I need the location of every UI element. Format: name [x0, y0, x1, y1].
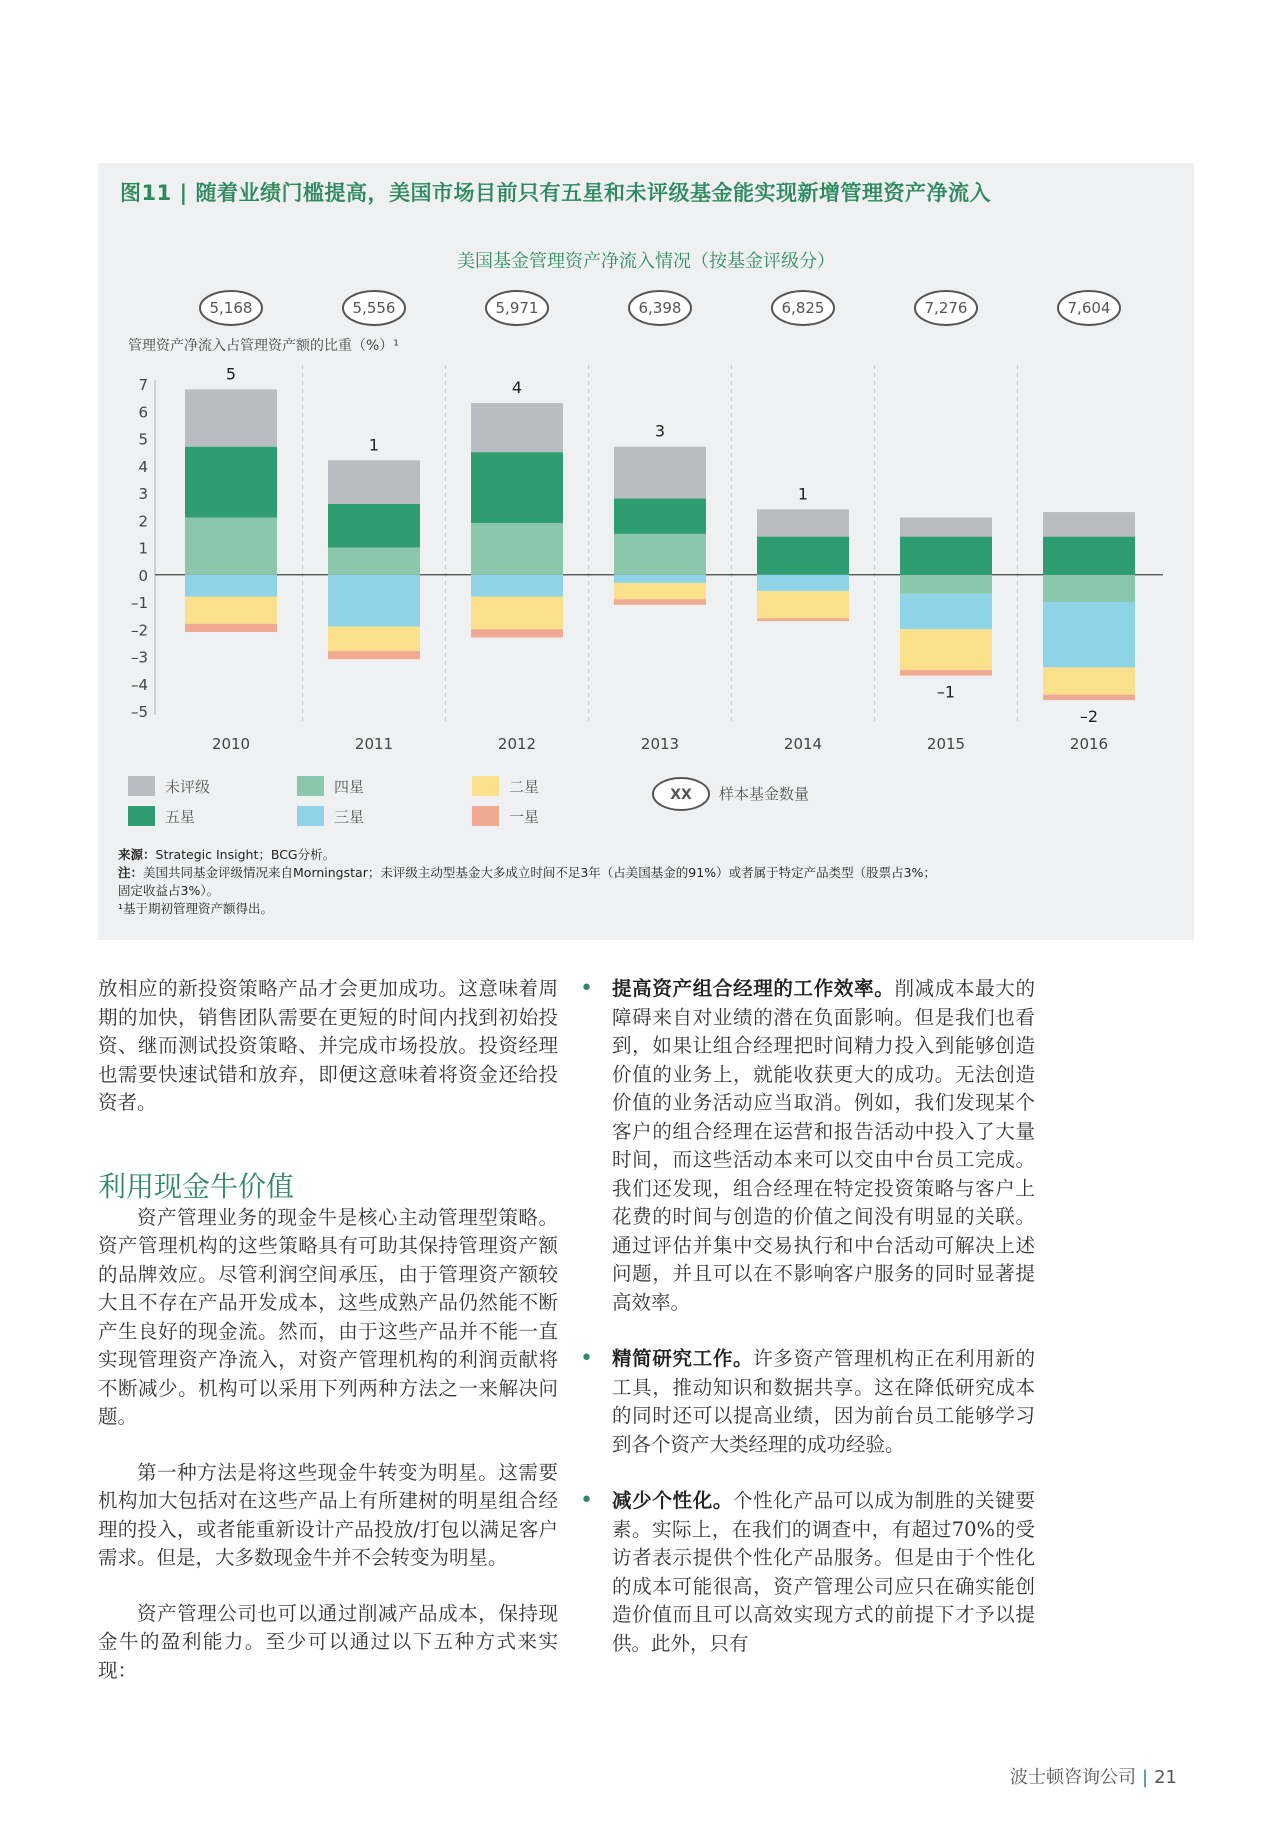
- legend-sample-symbol: XX: [670, 787, 692, 803]
- y-tick-label: 7: [138, 376, 148, 394]
- bar-two_star-2010: [185, 597, 277, 624]
- left-paragraph-2: 资产管理业务的现金牛是核心主动管理型策略。资产管理机构的这些策略具有可助其保持管理资产额的品牌效应。尽管利润空间承压，由于管理资产额较大且不存在产品开发成本，这些成熟产品仍然能不断产生良好的现金流。然而，由于这些产品并不能一直实现管理资产净流入，对资产管理机构的利润贡献将不断减少。机构可以采用下列两种方法之一来解决问题。: [98, 1205, 558, 1428]
- y-tick-label: 0: [138, 566, 148, 585]
- bar-two_star-2015: [900, 629, 992, 670]
- legend-label-unrated: 未评级: [165, 778, 211, 796]
- x-tick-label: 2011: [354, 735, 394, 753]
- bar-one_star-2011: [328, 651, 420, 659]
- y-tick-label: –3: [130, 648, 148, 667]
- bar-unrated-2016: [1043, 512, 1135, 537]
- footer-separator: |: [1142, 1767, 1149, 1788]
- sample-count-label: 6,825: [781, 299, 825, 317]
- bullet-3-text: 个性化产品可以成为制胜的关键要素。实际上，在我们的调查中，有超过70%的受访者表示提供个性化产品服务。但是由于个性化的成本可能很高，资产管理公司应只在确实能创造价值而且可以高效实现方式的前提下才予以提供。此外，只有: [612, 1489, 1035, 1655]
- x-tick-label: 2013: [640, 735, 680, 753]
- left-paragraph-4: 资产管理公司也可以通过削减产品成本，保持现金牛的盈利能力。至少可以通过以下五种方式来实现：: [98, 1601, 558, 1682]
- bullet-2-heading: 精简研究工作。: [612, 1347, 754, 1370]
- left-paragraph-3: 第一种方法是将这些现金牛转变为明星。这需要机构加大包括对在这些产品上有所建树的明星组合经理的投入，或者能重新设计产品投放/打包以满足客户需求。但是，大多数现金牛并不会转变为明星。: [98, 1460, 558, 1569]
- bar-one_star-2016: [1043, 695, 1135, 700]
- bar-three_star-2014: [757, 575, 849, 591]
- left-column: [98, 975, 558, 1685]
- page-footer: [1010, 1763, 1177, 1789]
- sample-count-label: 7,276: [924, 299, 968, 317]
- legend-swatch-one_star: [472, 806, 499, 826]
- y-tick-label: –4: [130, 675, 148, 694]
- legend-swatch-four_star: [297, 776, 324, 796]
- legend-label-one_star: 一星: [509, 808, 540, 826]
- bar-one_star-2015: [900, 670, 992, 675]
- legend-label-three_star: 三星: [334, 808, 365, 826]
- figure-notes: [118, 846, 1178, 918]
- section-heading: 利用现金牛价值: [98, 1169, 295, 1203]
- y-tick-label: 4: [138, 457, 148, 476]
- total-label-2016: –2: [1079, 707, 1099, 727]
- bar-four_star-2013: [614, 534, 706, 575]
- figure-panel: [98, 163, 1194, 940]
- bullet-dot-icon: •: [580, 976, 593, 1001]
- bar-three_star-2011: [328, 575, 420, 627]
- bullet-2-text: 许多资产管理机构正在利用新的工具，推动知识和数据共享。这在降低研究成本的同时还可以提高业绩，因为前台员工能够学习到各个资产大类经理的成功经验。: [612, 1347, 1035, 1456]
- bar-five_star-2011: [328, 504, 420, 548]
- chart-title: 美国基金管理资产净流入情况（按基金评级分）: [457, 251, 835, 272]
- bullet-reduce-customization: [580, 1487, 1035, 1658]
- note-text-2: 固定收益占3%）。: [118, 883, 220, 898]
- bar-three_star-2010: [185, 575, 277, 597]
- bullet-dot-icon: •: [580, 1488, 593, 1513]
- bar-unrated-2010: [185, 389, 277, 446]
- total-label-2015: –1: [936, 682, 956, 702]
- bullet-1-text: 削减成本最大的障碍来自对业绩的潜在负面影响。但是我们也看到，如果让组合经理把时间精力投入到能够创造价值的业务上，就能收获更大的成功。无法创造价值的业务活动应当取消。例如，我们发现某个客户的组合经理在运营和报告活动中投入了大量时间，而这些活动本来可以交由中台员工完成。我们还发现，组合经理在特定投资策略与客户上花费的时间与创造的价值之间没有明显的关联。通过评估并集中交易执行和中台活动可解决上述问题，并且可以在不影响客户服务的同时显著提高效率。: [612, 977, 1035, 1314]
- bar-two_star-2013: [614, 583, 706, 599]
- bar-four_star-2012: [471, 523, 563, 575]
- total-label-2014: 1: [797, 484, 809, 504]
- legend-swatch-three_star: [297, 806, 324, 826]
- y-tick-label: 6: [138, 403, 148, 422]
- bar-unrated-2012: [471, 403, 563, 452]
- bar-one_star-2013: [614, 599, 706, 604]
- left-paragraph-1: 放相应的新投资策略产品才会更加成功。这意味着周期的加快，销售团队需要在更短的时间内找到初始投资、继而测试投资策略、并完成市场投放。投资经理也需要快速试错和放弃，即便这意味着将资金还给投资者。: [98, 977, 558, 1114]
- bar-three_star-2012: [471, 575, 563, 597]
- sample-count-label: 7,604: [1067, 299, 1111, 317]
- bar-three_star-2016: [1043, 602, 1135, 667]
- y-tick-label: 2: [138, 512, 148, 531]
- sample-count-label: 6,398: [638, 299, 682, 317]
- total-label-2010: 5: [225, 364, 237, 384]
- bar-unrated-2011: [328, 460, 420, 504]
- legend-sample-label: 样本基金数量: [719, 785, 810, 803]
- legend-swatch-unrated: [128, 776, 155, 796]
- bar-two_star-2011: [328, 627, 420, 652]
- note-label: 注：: [118, 865, 144, 880]
- note-line-1: [118, 864, 1178, 882]
- bar-one_star-2012: [471, 629, 563, 637]
- sample-count-label: 5,556: [352, 299, 396, 317]
- bullet-dot-icon: •: [580, 1346, 593, 1371]
- bullet-3-heading: 减少个性化。: [612, 1489, 734, 1512]
- x-tick-label: 2015: [926, 735, 966, 753]
- x-tick-label: 2016: [1069, 735, 1109, 753]
- bar-two_star-2012: [471, 597, 563, 630]
- figure-title: 图11 | 随着业绩门槛提高，美国市场目前只有五星和未评级基金能实现新增管理资产净流入: [120, 181, 992, 205]
- bar-unrated-2013: [614, 447, 706, 499]
- bar-five_star-2012: [471, 452, 563, 523]
- y-tick-label: 1: [138, 539, 148, 558]
- source-text: Strategic Insight；BCG分析。: [155, 847, 336, 862]
- bar-one_star-2014: [757, 618, 849, 621]
- x-tick-label: 2012: [497, 735, 537, 753]
- legend-swatch-five_star: [128, 806, 155, 826]
- bullet-1-heading: 提高资产组合经理的工作效率。: [612, 977, 895, 1000]
- bar-four_star-2015: [900, 575, 992, 594]
- bar-unrated-2014: [757, 509, 849, 536]
- bar-five_star-2016: [1043, 537, 1135, 575]
- bar-five_star-2013: [614, 498, 706, 533]
- footer-company: 波士顿咨询公司: [1010, 1767, 1136, 1788]
- footnote: ¹基于期初管理资产额得出。: [118, 901, 274, 916]
- total-label-2012: 4: [511, 378, 523, 398]
- bar-four_star-2011: [328, 548, 420, 575]
- y-tick-label: 5: [138, 430, 148, 449]
- sample-count-label: 5,168: [209, 299, 253, 317]
- bar-one_star-2010: [185, 624, 277, 632]
- y-tick-label: 3: [138, 485, 148, 503]
- total-label-2011: 1: [368, 435, 380, 455]
- stacked-bar-chart: [98, 163, 1194, 843]
- x-tick-label: 2010: [211, 735, 251, 753]
- bar-four_star-2016: [1043, 575, 1135, 602]
- legend-label-five_star: 五星: [165, 808, 196, 826]
- bullet-streamline-research: [580, 1345, 1035, 1459]
- legend-label-four_star: 四星: [334, 778, 365, 796]
- y-tick-label: –5: [130, 703, 148, 721]
- bullet-portfolio-efficiency: [580, 975, 1035, 1317]
- legend-label-two_star: 二星: [509, 778, 540, 796]
- y-tick-label: –2: [130, 621, 148, 640]
- bar-three_star-2015: [900, 594, 992, 629]
- note-text-1: 美国共同基金评级情况来自Morningstar；未评级主动型基金大多成立时间不足3年（占美国基金的91%）或者属于特定产品类型（股票占3%；: [143, 865, 936, 880]
- bar-two_star-2014: [757, 591, 849, 618]
- y-axis-label: 管理资产净流入占管理资产额的比重（%）¹: [128, 338, 399, 354]
- source-label: 来源：: [118, 847, 156, 862]
- page-number: 21: [1154, 1767, 1177, 1788]
- x-tick-label: 2014: [783, 735, 823, 753]
- bar-four_star-2010: [185, 518, 277, 575]
- bar-five_star-2014: [757, 537, 849, 575]
- sample-count-label: 5,971: [495, 299, 539, 317]
- bar-two_star-2016: [1043, 667, 1135, 694]
- legend-swatch-two_star: [472, 776, 499, 796]
- bar-five_star-2015: [900, 537, 992, 575]
- bar-five_star-2010: [185, 447, 277, 518]
- right-column: [580, 975, 1035, 1686]
- y-tick-label: –1: [130, 594, 148, 612]
- source-note: [118, 846, 1178, 864]
- total-label-2013: 3: [654, 421, 666, 441]
- bar-three_star-2013: [614, 575, 706, 583]
- bar-unrated-2015: [900, 518, 992, 537]
